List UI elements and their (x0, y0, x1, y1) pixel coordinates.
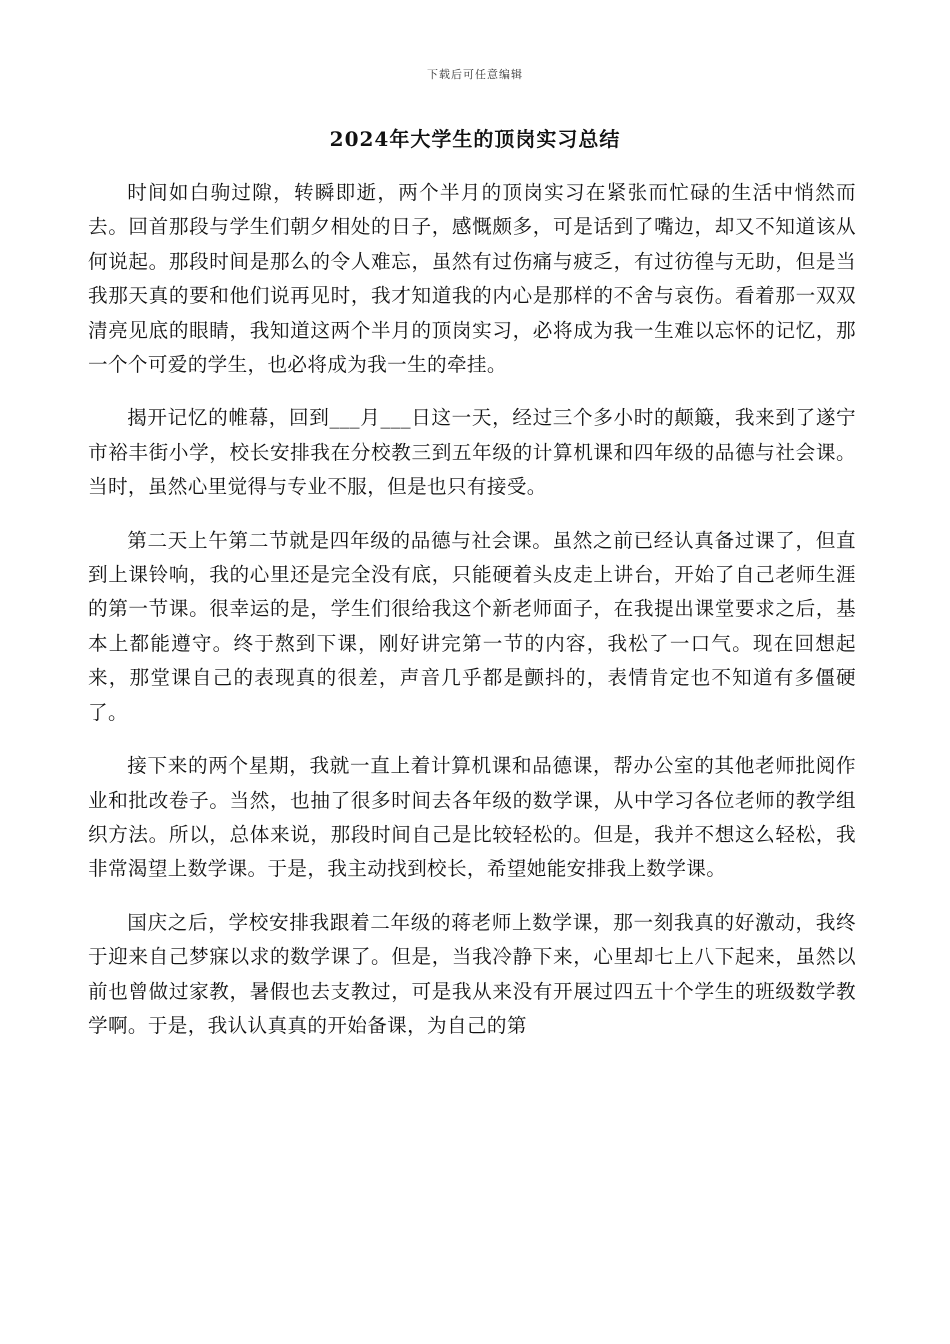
body-paragraph-2: 揭开记忆的帷幕，回到___月___日这一天，经过三个多小时的颠簸，我来到了遂宁市裕丰街小学，校长安排我在分校教三到五年级的计算机课和四年级的品德与社会课。当时，虽然心里觉得与专业不服，但是也只有接受。 (88, 406, 856, 499)
body-paragraph-4: 接下来的两个星期，我就一直上着计算机课和品德课，帮办公室的其他老师批阅作业和批改卷子。当然，也抽了很多时间去各年级的数学课，从中学习各位老师的教学组织方法。所以，总体来说，那段时间自己是比较轻松的。但是，我并不想这么轻松，我非常渴望上数学课。于是，我主动找到校长，希望她能安排我上数学课。 (88, 754, 856, 881)
body-paragraph-5: 国庆之后，学校安排我跟着二年级的蒋老师上数学课，那一刻我真的好激动，我终于迎来自己梦寐以求的数学课了。但是，当我冷静下来，心里却七上八下起来，虽然以前也曾做过家教，暑假也去支教过，可是我从来没有开展过四五十个学生的班级数学教学啊。于是，我认认真真的开始备课，为自己的第 (88, 910, 856, 1037)
body-paragraph-3: 第二天上午第二节就是四年级的品德与社会课。虽然之前已经认真备过课了，但直到上课铃响，我的心里还是完全没有底，只能硬着头皮走上讲台，开始了自己老师生涯的第一节课。很幸运的是，学生们很给我这个新老师面子，在我提出课堂要求之后，基本上都能遵守。终于熬到下课，刚好讲完第一节的内容，我松了一口气。现在回想起来，那堂课自己的表现真的很差，声音几乎都是颤抖的，表情肯定也不知道有多僵硬了。 (88, 528, 856, 724)
body-paragraph-1: 时间如白驹过隙，转瞬即逝，两个半月的顶岗实习在紧张而忙碌的生活中悄然而去。回首那段与学生们朝夕相处的日子，感慨颇多，可是话到了嘴边，却又不知道该从何说起。那段时间是那么的令人难忘，虽然有过伤痛与疲乏，有过彷徨与无助，但是当我那天真的要和他们说再见时，我才知道我的内心是那样的不舍与哀伤。看着那一双双清亮见底的眼睛，我知道这两个半月的顶岗实习，必将成为我一生难以忘怀的记忆，那一个个可爱的学生，也必将成为我一生的牵挂。 (88, 181, 856, 377)
header-note: 下载后可任意编辑 (427, 68, 523, 81)
document-body (88, 176, 856, 1062)
document-title: 2024年大学生的顶岗实习总结 (329, 127, 621, 151)
